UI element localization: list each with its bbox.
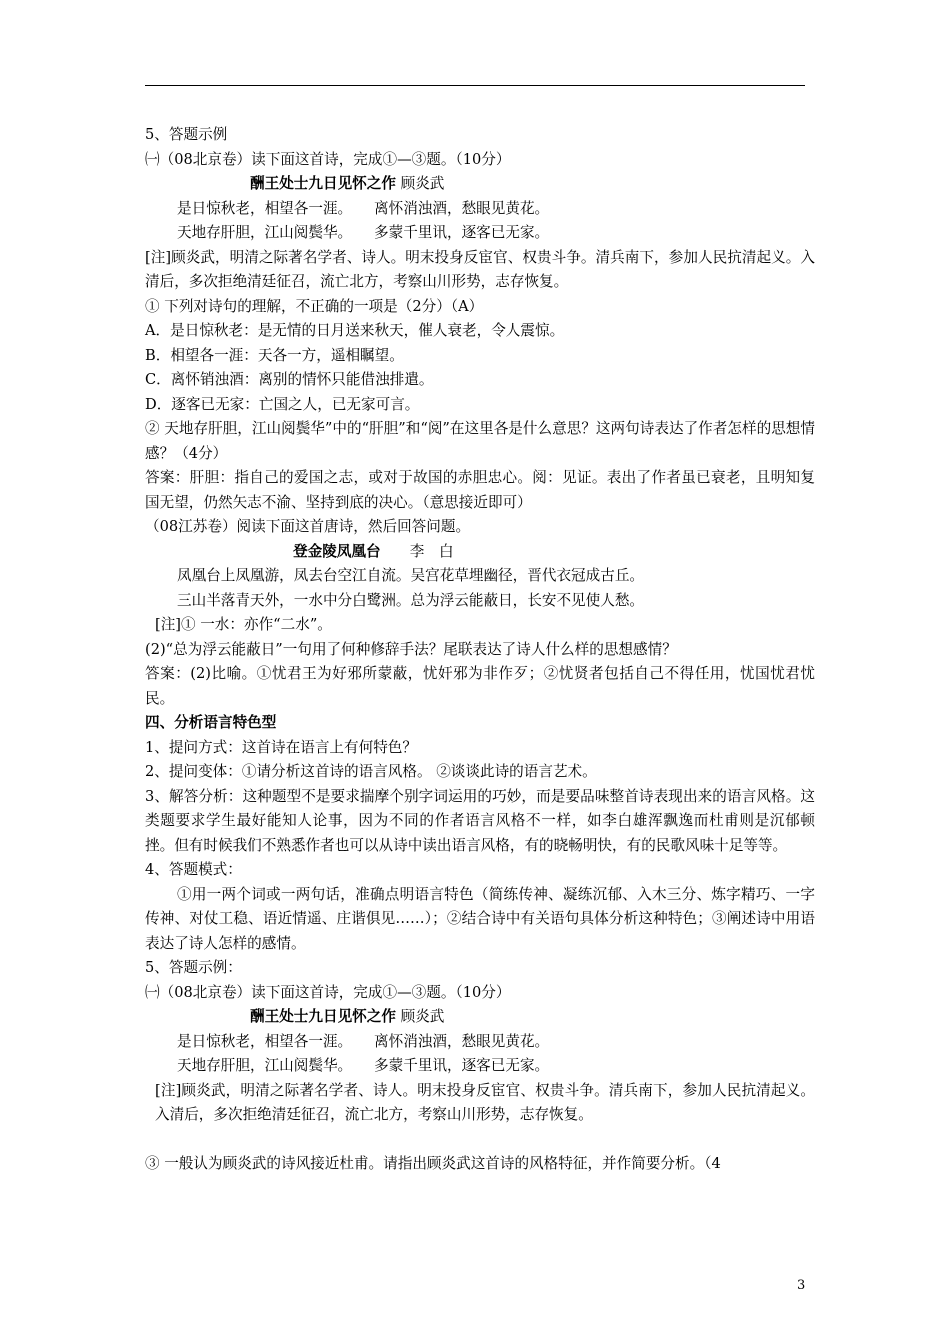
poem-author: 顾炎武	[400, 1008, 445, 1025]
question-variant: 2、提问变体：①请分析这首诗的语言风格。 ②谈谈此诗的语言艺术。	[145, 763, 597, 780]
section-example-heading: 5、答题示例：	[145, 959, 242, 976]
poem-author: 顾炎武	[400, 175, 445, 192]
poem-line: 是日惊秋老，相望各一涯。 离怀消浊酒，愁眼见黄花。	[177, 199, 550, 217]
question-intro: ㈠（08北京卷）读下面这首诗，完成①—③题。（10分）	[145, 150, 511, 168]
poem-note: [注]顾炎武，明清之际著名学者、诗人。明末投身反宦官、权贵斗争。清兵南下，参加人民抗清起义。入清后，多次拒绝清廷征召，流亡北方，考察山川形势，志存恢复。	[145, 248, 815, 290]
header-rule	[145, 85, 805, 86]
section-heading: 四、分析语言特色型	[145, 714, 277, 731]
poem-line: 三山半落青天外，一水中分白鹭洲。总为浮云能蔽日，长安不见使人愁。	[177, 591, 645, 609]
question-3: ③ 一般认为顾炎武的诗风接近杜甫。请指出顾炎武这首诗的风格特征，并作简要分析。（4	[145, 1155, 721, 1172]
poem-title: 酬王处士九日见怀之作	[250, 175, 396, 192]
poem-author: 李 白	[409, 542, 454, 560]
page-number: 3	[797, 1278, 806, 1293]
poem-title: 酬王处士九日见怀之作	[250, 1008, 396, 1025]
answer-analysis: 3、解答分析：这种题型不是要求揣摩个别字词运用的巧妙，而是要品味整首诗表现出来的语言风格。这类题要求学生最好能知人论事，因为不同的作者语言风格不一样，如李白雄浑飘逸而杜甫则是沉郁顿挫。但有时候我们不熟悉作者也可以从诗中读出语言风格，有的晓畅明快，有的民歌风味十足等等。	[145, 787, 815, 854]
answer-mode-text: ①用一两个词或一两句话，准确点明语言特色（简练传神、凝练沉郁、入木三分、炼字精巧、一字传神、对仗工稳、语近情遥、庄谐俱见……）；②结合诗中有关语句具体分析这种特色；③阐述诗中用语表达了诗人怎样的感情。	[145, 885, 815, 952]
poem-note: [注]顾炎武，明清之际著名学者、诗人。明末投身反宦官、权贵斗争。清兵南下，参加人民抗清起义。入清后，多次拒绝清廷征召，流亡北方，考察山川形势，志存恢复。	[155, 1081, 815, 1123]
section-example-heading: 5、答题示例	[145, 126, 228, 143]
poem-line: 凤凰台上凤凰游，凤去台空江自流。吴宫花草埋幽径，晋代衣冠成古丘。	[177, 567, 645, 584]
spacer	[145, 1128, 815, 1153]
poem-title-line	[145, 540, 815, 565]
answer-rhetoric: 答案：(2)比喻。①忧君王为好邪所蒙蔽，忧奸邪为非作歹；②忧贤者包括自己不得任用，忧国忧君忧民。	[145, 665, 815, 707]
poem-title-line	[145, 172, 815, 197]
poem-line: 是日惊秋老，相望各一涯。 离怀消浊酒，愁眼见黄花。	[177, 1032, 550, 1050]
option-d: D．逐客已无家：亡国之人，已无家可言。	[145, 395, 420, 413]
answer-mode-heading: 4、答题模式：	[145, 861, 242, 878]
option-c: C．离怀销浊酒：离别的情怀只能借浊排遣。	[145, 371, 434, 388]
document-body	[145, 123, 815, 1177]
question-rhetoric: (2)“总为浮云能蔽日”一句用了何种修辞手法？尾联表达了诗人什么样的思想感情？	[145, 640, 677, 658]
question-intro: ㈠（08北京卷）读下面这首诗，完成①—③题。（10分）	[145, 983, 511, 1001]
question-method: 1、提问方式：这首诗在语言上有何特色？	[145, 738, 417, 756]
option-a: A．是日惊秋老：是无情的日月送来秋天，催人衰老，令人震惊。	[145, 322, 565, 339]
answer-2: 答案：肝胆：指自己的爱国之志，或对于故国的赤胆忠心。阅：见证。表出了作者虽已衰老，且明知复国无望，仍然矢志不渝、坚持到底的决心。（意思接近即可）	[145, 469, 815, 511]
poem-note: [注]① 一水：亦作“二水”。	[155, 616, 332, 633]
option-b: B．相望各一涯：天各一方，遥相瞩望。	[145, 346, 404, 364]
poem-title-line	[145, 1005, 815, 1030]
poem-title: 登金陵凤凰台	[293, 542, 381, 560]
question-2: ② 天地存肝胆，江山阅鬓华”中的“肝胆”和“阅”在这里各是什么意思？这两句诗表达了作者怎样的思想情感？（4分）	[145, 420, 815, 462]
question-jiangsu-intro: （08江苏卷）阅读下面这首唐诗，然后回答问题。	[145, 518, 471, 535]
question-1: ① 下列对诗句的理解，不正确的一项是（2分）（A）	[145, 297, 484, 315]
poem-line: 天地存肝胆，江山阅鬓华。 多蒙千里讯，逐客已无家。	[177, 1057, 550, 1074]
poem-line: 天地存肝胆，江山阅鬓华。 多蒙千里讯，逐客已无家。	[177, 224, 550, 241]
